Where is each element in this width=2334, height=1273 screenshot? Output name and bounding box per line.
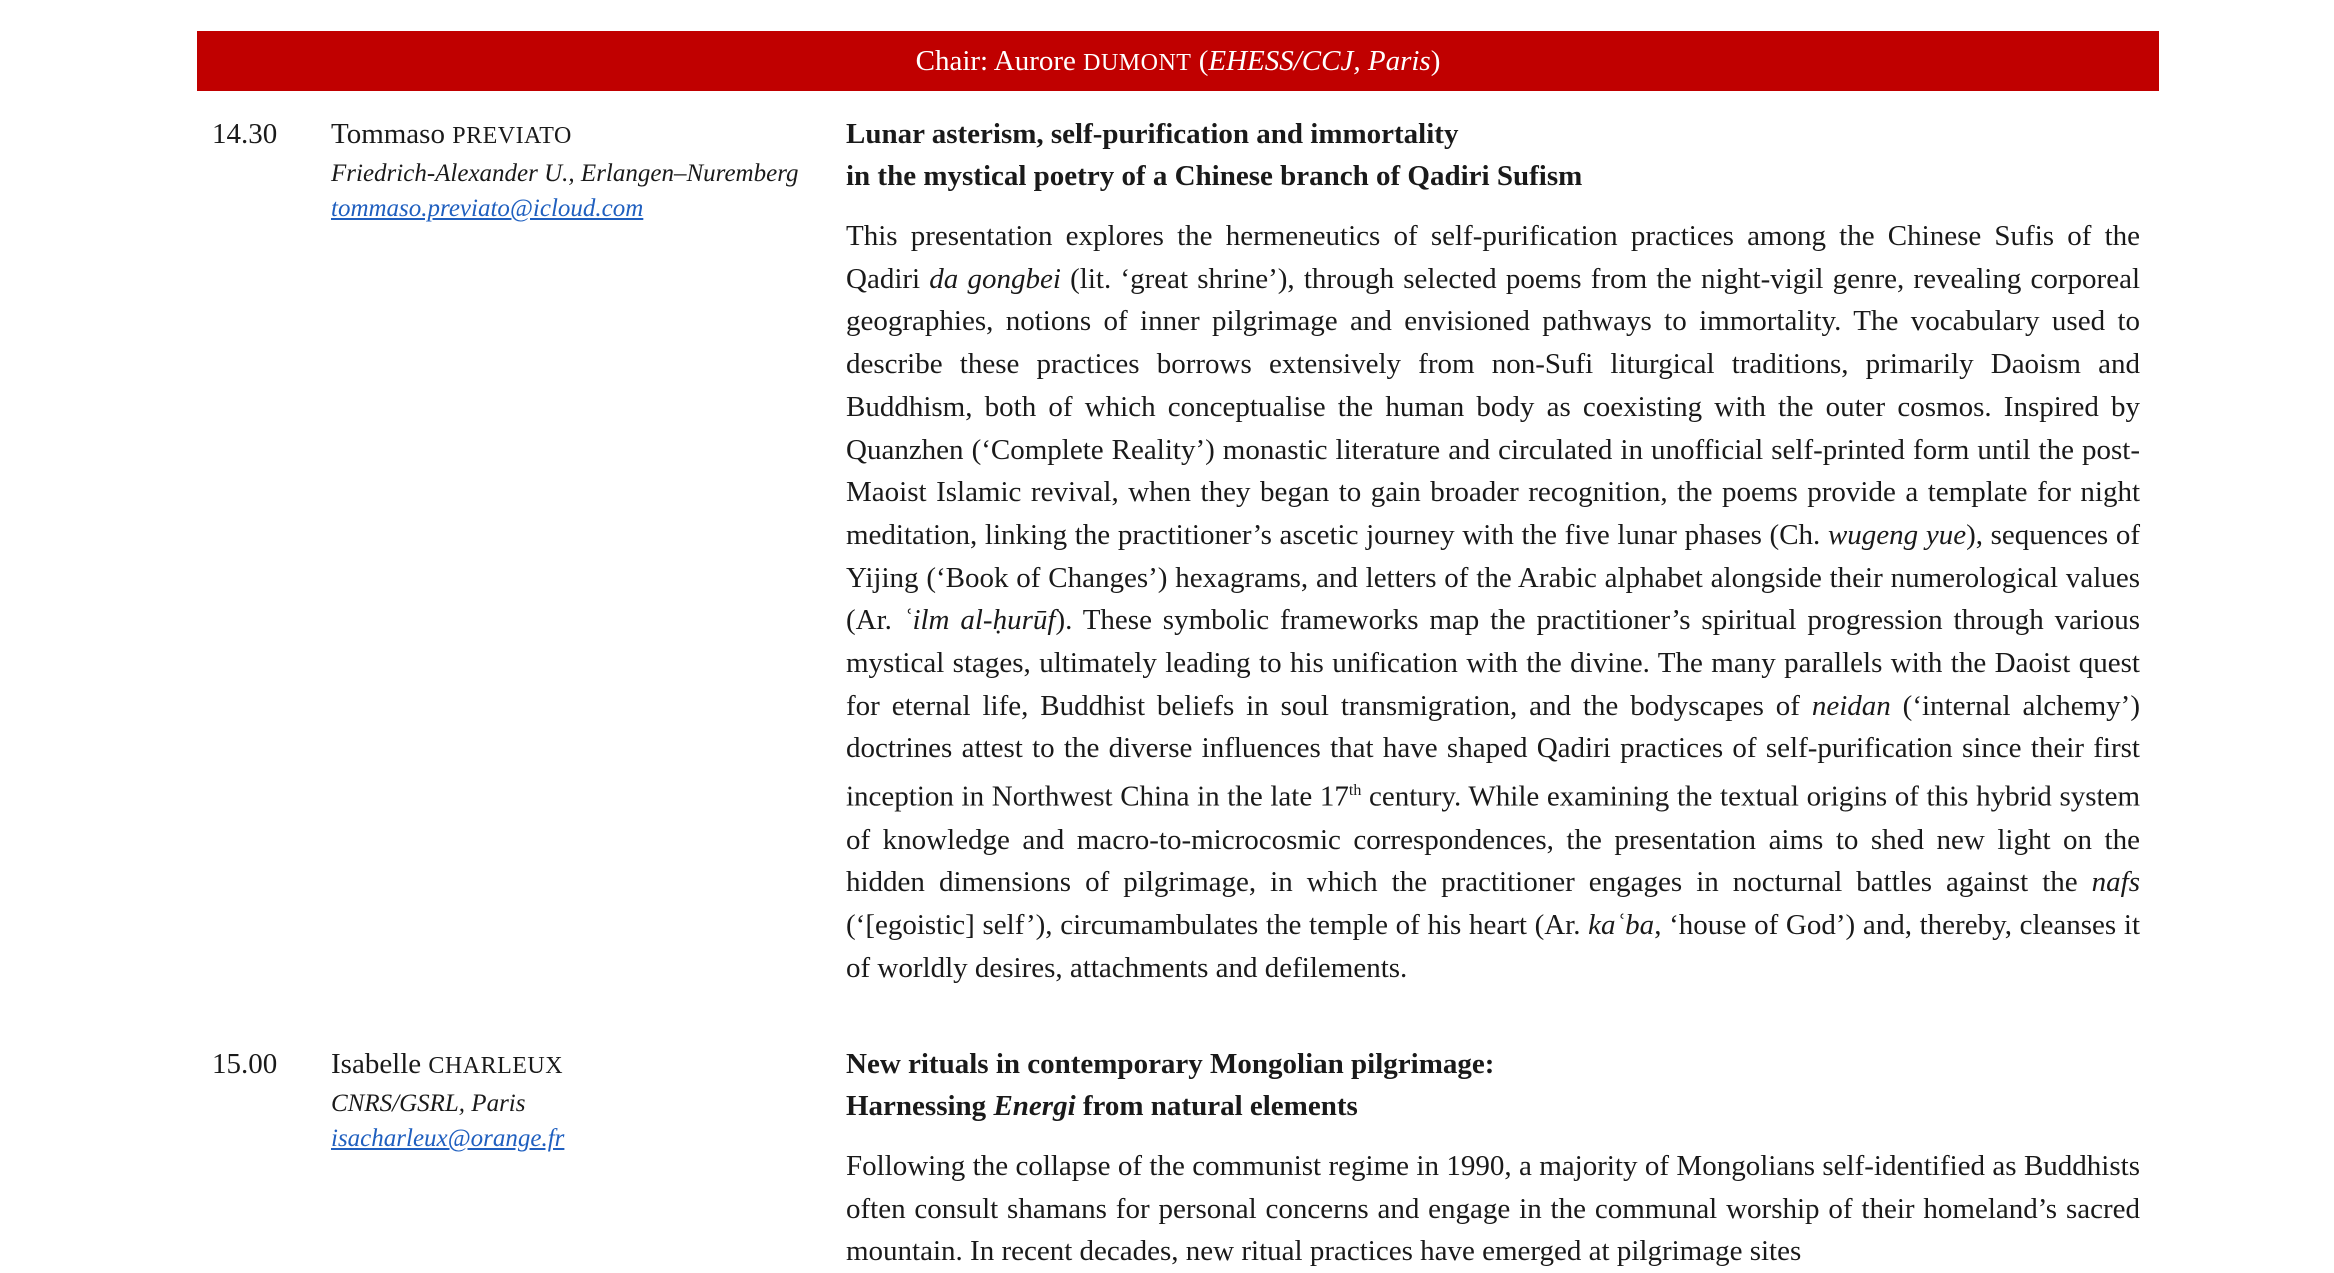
abstract-text: ). These symbolic frameworks map the practitioner’s spiritual progression through various mystical stages, ultimately leading to his unification with the divine. The many parallels with the Daoist quest for eternal life, Buddhist beliefs in soul transmigration, and the bodyscapes of bbox=[846, 604, 2140, 722]
speaker-name bbox=[331, 1043, 831, 1087]
talk-title-line-2 bbox=[846, 1085, 2140, 1127]
title-text: Harnessing bbox=[846, 1090, 994, 1122]
abstract-text: century. While examining the textual origins of this hybrid system of knowledge and macro-to-microcosmic correspondences, the presentation aims to shed new light on the hidden dimensions of pilgrimage, in which the practitioner engages in nocturnal battles against the bbox=[846, 780, 2140, 899]
chair-surname: DUMONT bbox=[1083, 50, 1192, 76]
title-text: from natural elements bbox=[1075, 1090, 1358, 1122]
abstract-italic-term: neidan bbox=[1811, 689, 1891, 722]
abstract-text: This presentation explores the hermeneutics of self-purification practices among the Chinese Sufis of the Qadiri bbox=[846, 220, 2140, 295]
speaker-surname: CHARLEUX bbox=[428, 1053, 564, 1079]
chair-affiliation: EHESS/CCJ, Paris bbox=[1208, 45, 1431, 77]
chair-close-paren: ) bbox=[1430, 45, 1441, 77]
chair-banner bbox=[197, 31, 2159, 91]
speaker-email-link[interactable]: tommaso.previato@icloud.com bbox=[331, 195, 644, 222]
abstract-superscript: th bbox=[1348, 782, 1362, 800]
speaker-name bbox=[331, 113, 831, 157]
abstract-text: (‘internal alchemy’) doctrines attest to the diverse influences that have shaped Qadiri practices of self-purification since their first inception in Northwest China in the late 17 bbox=[846, 689, 2140, 813]
chair-open-paren: ( bbox=[1191, 45, 1209, 77]
abstract-text: (‘[egoistic] self’), circumambulates the temple of his heart (Ar. bbox=[846, 908, 1589, 941]
abstract-italic-term: da gongbei bbox=[929, 262, 1061, 295]
talk-title-line-1: Lunar asterism, self-purification and immortality bbox=[846, 118, 1459, 150]
talk-block bbox=[846, 1043, 2140, 1273]
speaker-surname: PREVIATO bbox=[452, 123, 572, 149]
session-time: 15.00 bbox=[212, 1048, 278, 1080]
session-time: 14.30 bbox=[212, 118, 278, 150]
abstract-text: , ‘house of God’) and, thereby, cleanses it of worldly desires, attachments and defilements. bbox=[846, 908, 2140, 984]
talk-abstract: Following the collapse of the communist regime in 1990, a majority of Mongolians self-identified as Buddhists often consult shamans for personal concerns and engage in the communal worship of their homeland’s sacred mountain. In recent decades, new ritual practices have emerged at pilgrimage sites bbox=[846, 1150, 2140, 1268]
abstract-text: ), sequences of Yijing (‘Book of Changes’) hexagrams, and letters of the Arabic alphabet alongside their numerological values (Ar. bbox=[846, 518, 2140, 637]
speaker-info bbox=[331, 113, 831, 227]
talk-title-line-2: in the mystical poetry of a Chinese branch of Qadiri Sufism bbox=[846, 160, 1583, 192]
speaker-affiliation: CNRS/GSRL, Paris bbox=[331, 1090, 526, 1117]
chair-prefix: Chair: Aurore bbox=[915, 45, 1084, 77]
title-italic-term: Energi bbox=[993, 1090, 1076, 1122]
speaker-first-name: Tommaso bbox=[331, 118, 453, 150]
talk-block bbox=[846, 113, 2140, 989]
abstract-italic-term: wugeng yue bbox=[1827, 518, 1967, 551]
abstract-text: (lit. ‘great shrine’), through selected poems from the night-vigil genre, revealing corporeal geographies, notions of inner pilgrimage and envisioned pathways to immortality. The vocabulary used to describe these practices borrows extensively from non-Sufi liturgical traditions, primarily Daoism and Buddhism, both of which conceptualise the human body as coexisting with the outer cosmos. Inspired by Quanzhen (‘Complete Reality’) monastic literature and circulated in unofficial self-printed form until the post-Maoist Islamic revival, when they began to gain broader recognition, the poems provide a template for night meditation, linking the practitioner’s ascetic journey with the five lunar phases (Ch. bbox=[846, 262, 2141, 551]
abstract-italic-term: ʿilm al-ḥurūf bbox=[902, 604, 1056, 637]
talk-title-line-1: New rituals in contemporary Mongolian pilgrimage: bbox=[846, 1048, 1495, 1080]
abstract-italic-term: nafs bbox=[2091, 866, 2140, 899]
abstract-italic-term: kaʿba bbox=[1588, 908, 1655, 941]
speaker-info bbox=[331, 1043, 831, 1157]
speaker-affiliation: Friedrich-Alexander U., Erlangen–Nuremberg bbox=[331, 160, 799, 187]
speaker-email-link[interactable]: isacharleux@orange.fr bbox=[331, 1125, 565, 1152]
talk-abstract bbox=[846, 215, 2140, 989]
speaker-first-name: Isabelle bbox=[331, 1048, 429, 1080]
